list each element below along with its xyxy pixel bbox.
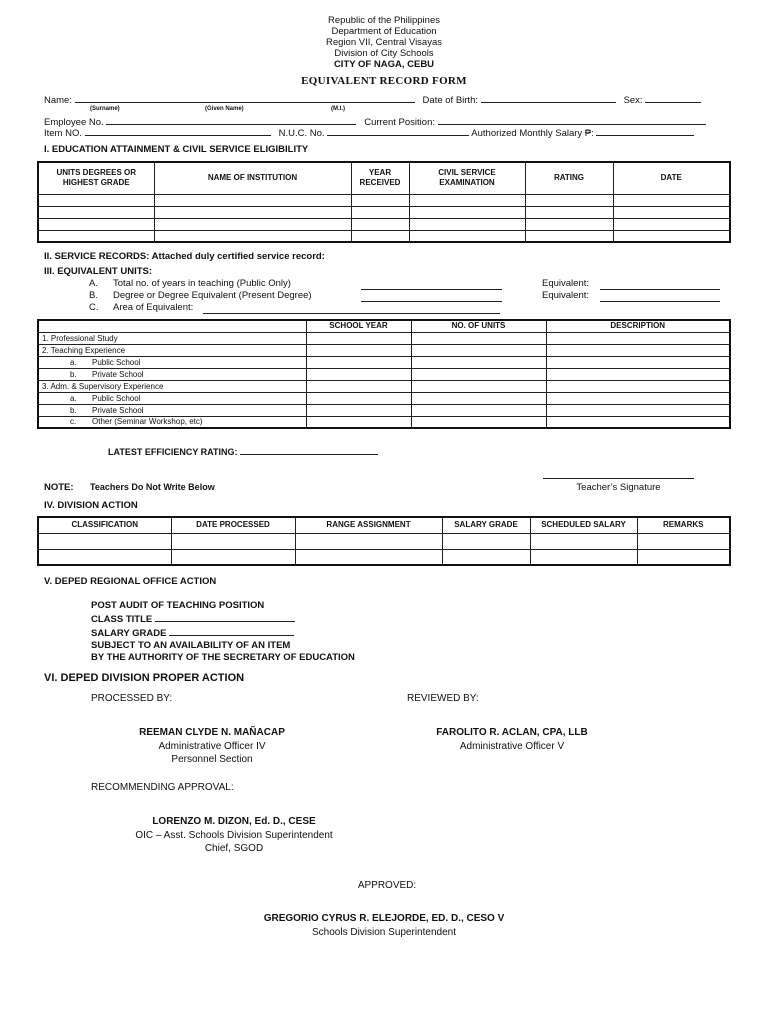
subject-availability-line: SUBJECT TO AN AVAILABILITY OF AN ITEM: [91, 640, 291, 651]
item-b-letter: B.: [89, 290, 98, 301]
given-name-caption: (Given Name): [205, 106, 244, 112]
item-b-equivalent-field[interactable]: [600, 292, 720, 302]
section4-title: IV. DIVISION ACTION: [44, 500, 138, 511]
row-label: Private School: [92, 405, 144, 415]
col-rating: RATING: [525, 162, 613, 194]
item-no-field[interactable]: [85, 126, 271, 136]
col-date-processed: DATE PROCESSED: [171, 517, 295, 533]
recommending-label: RECOMMENDING APPROVAL:: [91, 782, 234, 793]
nuc-no-label: N.U.C. No.: [278, 128, 325, 139]
processor-section: Personnel Section: [171, 754, 253, 765]
item-c-field[interactable]: [203, 304, 500, 314]
col-salary-grade: SALARY GRADE: [442, 517, 530, 533]
class-title-label: CLASS TITLE: [91, 614, 153, 625]
employee-no-label: Employee No.: [44, 117, 104, 128]
col-range-assignment: RANGE ASSIGNMENT: [295, 517, 442, 533]
dob-field[interactable]: [481, 93, 616, 103]
table-row[interactable]: [38, 218, 730, 230]
section1-title: I. EDUCATION ATTAINMENT & CIVIL SERVICE ELIGIBILITY: [44, 144, 309, 155]
authority-line: BY THE AUTHORITY OF THE SECRETARY OF EDUCATION: [91, 652, 355, 663]
row-label: 2. Teaching Experience: [42, 345, 126, 355]
latest-rating-row: [108, 445, 378, 457]
salary-grade-field[interactable]: [169, 626, 294, 636]
name-label: Name:: [44, 95, 72, 106]
row-prefix: a.: [70, 357, 77, 367]
row-label: 3. Adm. & Supervisory Experience: [42, 381, 164, 391]
item-no-label: Item NO.: [44, 128, 83, 139]
col-year-received: YEAR RECEIVED: [351, 162, 409, 194]
class-title-field[interactable]: [155, 612, 295, 622]
recommender-position: OIC – Asst. Schools Division Superintendent: [135, 830, 333, 841]
processed-by-label: PROCESSED BY:: [91, 693, 173, 704]
row-label: Public School: [92, 393, 141, 403]
col-units-degrees: UNITS DEGREES OR HIGHEST GRADE: [38, 162, 154, 194]
current-position-label: Current Position:: [364, 117, 435, 128]
table-row[interactable]: [38, 230, 730, 242]
table-row[interactable]: [38, 356, 730, 368]
col-remarks: REMARKS: [637, 517, 730, 533]
sex-field[interactable]: [645, 93, 701, 103]
form-title: EQUIVALENT RECORD FORM: [301, 75, 467, 87]
item-row: [44, 126, 694, 139]
col-description: DESCRIPTION: [546, 320, 730, 332]
recommender-chief: Chief, SGOD: [204, 843, 264, 854]
row-prefix: a.: [70, 393, 77, 403]
row-prefix: b.: [70, 369, 77, 379]
col-institution: NAME OF INSTITUTION: [154, 162, 351, 194]
table-row[interactable]: [38, 332, 730, 344]
item-a-field[interactable]: [361, 280, 502, 290]
current-position-field[interactable]: [438, 115, 706, 125]
item-c-letter: C.: [89, 302, 99, 313]
salary-grade-label: SALARY GRADE: [91, 628, 167, 639]
reviewed-by-label: REVIEWED BY:: [407, 693, 479, 704]
table-row[interactable]: [38, 194, 730, 206]
post-audit-line: POST AUDIT OF TEACHING POSITION: [91, 600, 265, 611]
latest-rating-field[interactable]: [240, 445, 378, 455]
teacher-signature-line[interactable]: [543, 469, 694, 479]
table-row[interactable]: [38, 380, 730, 392]
section6-title: VI. DEPED DIVISION PROPER ACTION: [44, 672, 245, 684]
processor-name: REEMAN CLYDE N. MAÑACAP: [139, 727, 285, 738]
section3-title: III. EQUIVALENT UNITS:: [44, 266, 153, 277]
row-prefix: c.: [70, 417, 77, 427]
row-prefix: b.: [70, 405, 77, 415]
table-row[interactable]: [38, 344, 730, 356]
header-division: Division of City Schools: [334, 48, 434, 59]
name-field[interactable]: [75, 93, 415, 103]
salary-label: Authorized Monthly Salary ₱:: [471, 128, 594, 139]
row-label: 1. Professional Study: [42, 333, 118, 343]
col-date: DATE: [613, 162, 730, 194]
item-c-label: Area of Equivalent:: [113, 302, 194, 313]
note-label: NOTE:: [44, 482, 74, 493]
employee-no-field[interactable]: [106, 115, 356, 125]
processor-position: Administrative Officer IV: [158, 741, 266, 752]
division-action-table: [37, 516, 731, 566]
section5-title: V. DEPED REGIONAL OFFICE ACTION: [44, 576, 217, 587]
col-classification: CLASSIFICATION: [38, 517, 171, 533]
latest-rating-label: LATEST EFFICIENCY RATING:: [108, 447, 238, 457]
note-text: Teachers Do Not Write Below: [90, 482, 215, 492]
row-label: Other (Seminar Workshop, etc): [92, 417, 203, 427]
mi-caption: (M.I.): [331, 106, 345, 112]
equivalent-units-table: [37, 319, 731, 429]
table-row[interactable]: [38, 533, 730, 549]
teacher-signature-caption: Teacher’s Signature: [576, 482, 661, 493]
table-row[interactable]: [38, 368, 730, 380]
row-label: Public School: [92, 357, 141, 367]
recommender-name: LORENZO M. DIZON, Ed. D., CESE: [152, 816, 316, 827]
reviewer-name: FAROLITO R. ACLAN, CPA, LLB: [436, 727, 588, 738]
item-b-label: Degree or Degree Equivalent (Present Degree): [113, 290, 312, 301]
row-label: Private School: [92, 369, 144, 379]
item-a-letter: A.: [89, 278, 98, 289]
item-b-equivalent-label: Equivalent:: [542, 290, 590, 301]
col-no-of-units: NO. OF UNITS: [411, 320, 546, 332]
approver-position: Schools Division Superintendent: [312, 927, 456, 938]
salary-grade-row: [91, 626, 355, 640]
name-row: [44, 93, 701, 106]
table-row[interactable]: [38, 404, 730, 416]
header-department: Department of Education: [331, 26, 437, 37]
header-city: CITY OF NAGA, CEBU: [333, 59, 435, 70]
education-table: [37, 161, 731, 243]
table-row[interactable]: [38, 549, 730, 565]
col-school-year: SCHOOL YEAR: [306, 320, 411, 332]
sex-label: Sex:: [623, 95, 643, 106]
nuc-no-field[interactable]: [327, 126, 469, 136]
class-title-row: [91, 612, 355, 626]
regional-action-block: [91, 600, 355, 664]
item-a-equivalent-field[interactable]: [600, 280, 720, 290]
header-republic: Republic of the Philippines: [328, 15, 440, 26]
item-a-label: Total no. of years in teaching (Public Only): [113, 278, 291, 289]
section2-title: II. SERVICE RECORDS: Attached duly certified service record:: [44, 251, 325, 262]
table-row[interactable]: [38, 392, 730, 404]
approved-label: APPROVED:: [357, 880, 417, 891]
header-region: Region VII, Central Visayas: [326, 37, 442, 48]
surname-caption: (Surname): [90, 106, 120, 112]
item-a-equivalent-label: Equivalent:: [542, 278, 590, 289]
table-row[interactable]: [38, 206, 730, 218]
approver-name: GREGORIO CYRUS R. ELEJORDE, ED. D., CESO V: [263, 913, 505, 924]
col-civil-service: CIVIL SERVICE EXAMINATION: [409, 162, 525, 194]
salary-field[interactable]: [596, 126, 694, 136]
reviewer-position: Administrative Officer V: [459, 741, 565, 752]
table-row[interactable]: [38, 416, 730, 428]
col-blank: [38, 320, 306, 332]
dob-label: Date of Birth:: [422, 95, 478, 106]
item-b-field[interactable]: [361, 292, 502, 302]
col-scheduled-salary: SCHEDULED SALARY: [530, 517, 637, 533]
